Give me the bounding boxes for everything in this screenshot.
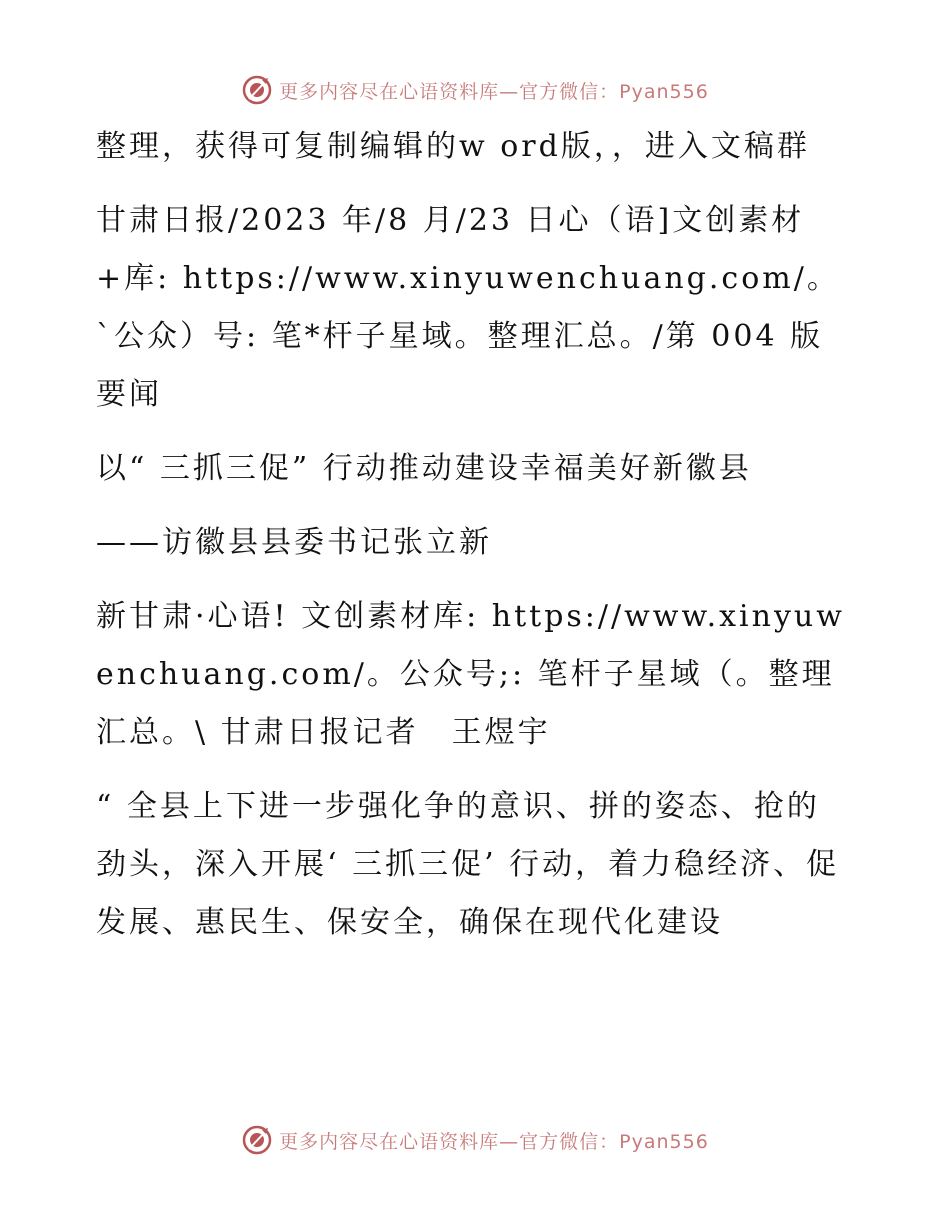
document-body	[96, 118, 852, 968]
header-banner	[0, 70, 950, 110]
article-title: 以“ 三抓三促” 行动推动建设幸福美好新徽县	[96, 451, 752, 486]
footer-banner	[0, 1120, 950, 1160]
pen-seal-icon	[241, 74, 273, 106]
header-banner-text: 更多内容尽在心语资料库—官方微信：Pyan556	[279, 80, 709, 103]
paragraph-body: “ 全县上下进一步强化争的意识、拼的姿态、抢的劲头，深入开展‘ 三抓三促’ 行动，着力稳经济、促发展、惠民生、保安全，确保在现代化建设	[96, 789, 840, 940]
footer-banner-text: 更多内容尽在心语资料库—官方微信：Pyan556	[279, 1130, 709, 1153]
pen-seal-icon	[241, 1124, 273, 1156]
article-subtitle: ——访徽县县委书记张立新	[96, 525, 492, 560]
paragraph-source-note: 整理，获得可复制编辑的w ord版，，进入文稿群	[96, 129, 810, 164]
paragraph-publication-info: 甘肃日报/2023 年/8 月/23 日心（语]文创素材+库: https://www.xinyuwenchuang.com/。`公众）号: 笔*杆子星域。整理汇总。/第 004 版要闻	[96, 203, 840, 412]
paragraph-byline: 新甘肃·心语! 文创素材库: https://www.xinyuwenchuang.com/。公众号;: 笔杆子星域（。整理汇总。\ 甘肃日报记者 王煜宇	[96, 599, 845, 750]
